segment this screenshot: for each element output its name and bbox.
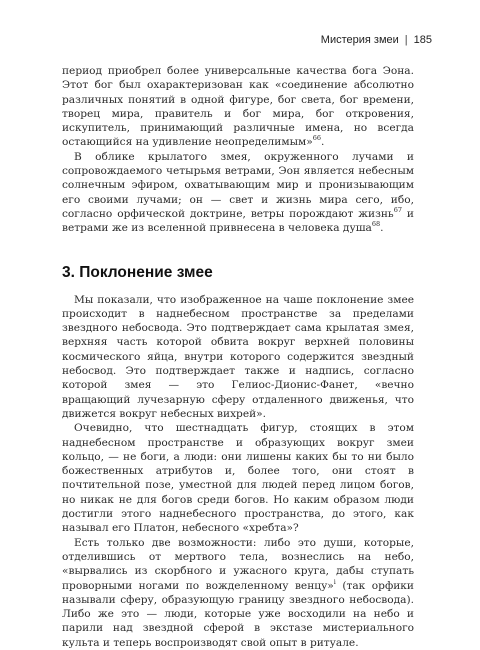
footnote-ref-66: 66 [312, 134, 322, 143]
paragraph-1 [62, 64, 414, 150]
paragraph-4: Очевидно, что шестнадцать фигур, стоящих в этом наднебесном пространстве и образующих вокруг змеи кольцо, — не боги, а люди: они лишены каких бы то ни было божественных атрибутов и, более того, они стоят в почтительной позе, уместной для людей перед лицом богов, но никак не для богов среди богов. Но каким образом люди достигли этого наднебесного пространства, до этого, как называл его Платон, небесного «хребта»? [62, 422, 414, 535]
paragraph-2-end: . [380, 222, 384, 235]
running-header [321, 34, 432, 46]
paragraph-2 [62, 150, 414, 236]
footnote-ref-i: i [333, 577, 336, 586]
paragraph-2-text-b: и ветрами же из вселенной привнесена в человека душа [62, 207, 414, 235]
paragraph-1-end: . [321, 136, 325, 149]
page-body [62, 64, 414, 650]
header-separator: | [404, 34, 408, 46]
section-heading: 3. Поклонение змее [62, 263, 213, 281]
paragraph-2-text-a: В облике крылатого змея, окруженного лучами и сопровождаемого четырьмя ветрами, Эон является небесным солнечным эфиром, охватывающим мир и пронизывающим его своими лучами; он — свет и жизнь мира сего, ибо, согласно орфической доктрине, ветры порождают жизнь [62, 150, 414, 220]
running-title: Мистерия змеи [320, 34, 399, 46]
paragraph-1-text: период приобрел более универсальные качества бога Эона. Этот бог был охарактеризован как «соединение абсолютно различных понятий в одной фигуре, бог света, бог времени, творец мира, правитель и бог мира, бог откровения, искупитель, принимающий различные имена, но всегда остающийся на удивление неопределимым» [62, 65, 414, 149]
footnote-ref-67: 67 [393, 205, 402, 214]
paragraph-5 [62, 536, 414, 650]
paragraph-5-text-b: (так орфики называли сферу, образующую границу звездного небосвода). Либо же это — люди, которые уже восходили на небо и парили над звездной сферой в экстазе мистериального культа и теперь воспроизводят свой опыт в ритуале. [62, 579, 414, 649]
paragraph-5-text-a: Есть только две возможности: либо это души, которые, отделившись от мертвого тела, вознеслись на небо, «вырвались из скорбного и ужасного круга, дабы ступать проворными ногами по вожделенному венцу» [62, 536, 414, 592]
page-number: 185 [413, 34, 432, 46]
paragraph-3: Мы показали, что изображенное на чаше поклонение змее происходит в наднебесном пространстве за пределами звездного небосвода. Это подтверждает сама крылатая змея, верхняя часть которой обвита вокруг верхней половины космического яйца, внутри которого содержится звездный небосвод. Это подтверждает также и надпись, согласно которой змея — это Гелиос-Дионис-Фанет, «вечно вращающий лучезарную сферу отдаленного движенья, что движется вокруг небесных вихрей». [62, 293, 414, 420]
footnote-ref-68: 68 [371, 220, 381, 229]
